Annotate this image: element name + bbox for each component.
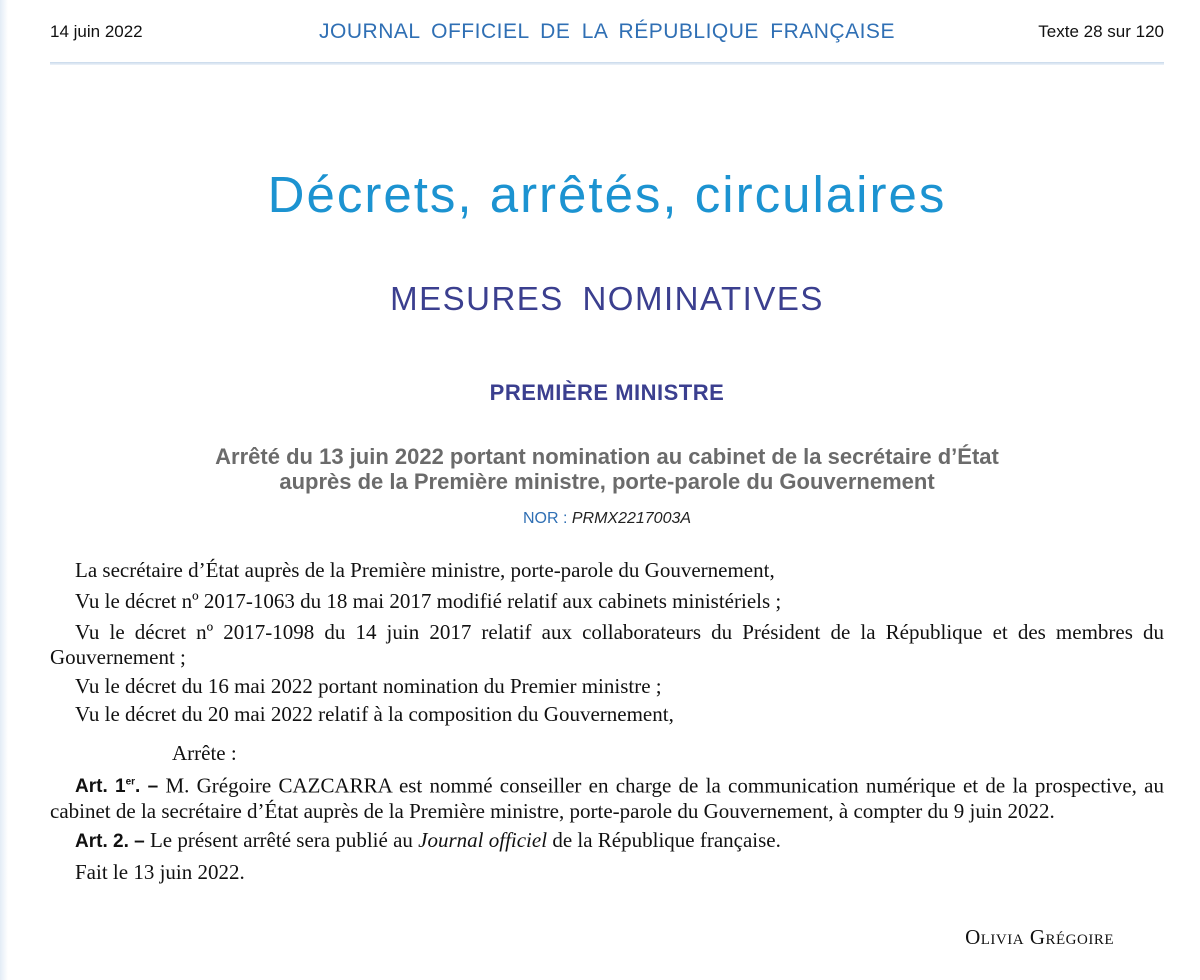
page-header bbox=[50, 20, 1164, 46]
article-2: Art. 2. – Le présent arrêté sera publié au Journal officiel de la République française. bbox=[75, 828, 781, 853]
document-body bbox=[50, 558, 1164, 885]
article-2-label: Art. 2. – bbox=[75, 831, 145, 853]
journal-officiel-italic: Journal officiel bbox=[418, 828, 548, 853]
header-date: 14 juin 2022 bbox=[50, 22, 143, 41]
section-subtitle: MESURES NOMINATIVES bbox=[390, 280, 824, 317]
nor-reference bbox=[0, 510, 1200, 528]
arrete-title bbox=[0, 444, 1200, 494]
preamble-line-5: Vu le décret du 20 mai 2022 relatif à la composition du Gouvernement, bbox=[75, 702, 674, 726]
signature: Olivia Grégoire bbox=[965, 925, 1114, 949]
header-rule bbox=[50, 62, 1164, 65]
article-1-label: Art. 1er. – bbox=[75, 776, 159, 798]
nor-label: NOR : bbox=[522, 510, 568, 527]
fait-line: Fait le 13 juin 2022. bbox=[75, 860, 245, 885]
arrete-title-line-1: Arrêté du 13 juin 2022 portant nomination au cabinet de la secrétaire d’État bbox=[215, 444, 999, 469]
header-text-number: Texte 28 sur 120 bbox=[1038, 22, 1164, 41]
article-1 bbox=[50, 770, 1164, 824]
nor-value: PRMX2217003A bbox=[571, 510, 692, 527]
preamble-line-1: La secrétaire d’État auprès de la Première ministre, porte-parole du Gouvernement, bbox=[75, 558, 775, 582]
arrete-word: Arrête : bbox=[172, 741, 237, 765]
header-journal-title: JOURNAL OFFICIEL DE LA RÉPUBLIQUE FRANÇAISE bbox=[319, 20, 895, 43]
article-1-text: M. Grégoire CAZCARRA est nommé conseiller en charge de la communication numérique et de la prospective, au cabinet de la secrétaire d’État auprès de la Première ministre, porte-parole du Gouvernement, à compter du 9 juin 2022. bbox=[50, 773, 1165, 824]
arrete-title-line-2: auprès de la Première ministre, porte-parole du Gouvernement bbox=[279, 469, 935, 494]
ministry-heading: PREMIÈRE MINISTRE bbox=[489, 380, 725, 405]
preamble-line-4: Vu le décret du 16 mai 2022 portant nomination du Premier ministre ; bbox=[75, 674, 662, 698]
section-title: Décrets, arrêtés, circulaires bbox=[267, 166, 947, 223]
preamble-line-2: Vu le décret nº 2017-1063 du 18 mai 2017 modifié relatif aux cabinets ministériels ; bbox=[75, 589, 782, 613]
preamble-line-3: Vu le décret nº 2017-1098 du 14 juin 2017 relatif aux collaborateurs du Président de la République et des membres du Gouvernement ; bbox=[50, 620, 1164, 669]
